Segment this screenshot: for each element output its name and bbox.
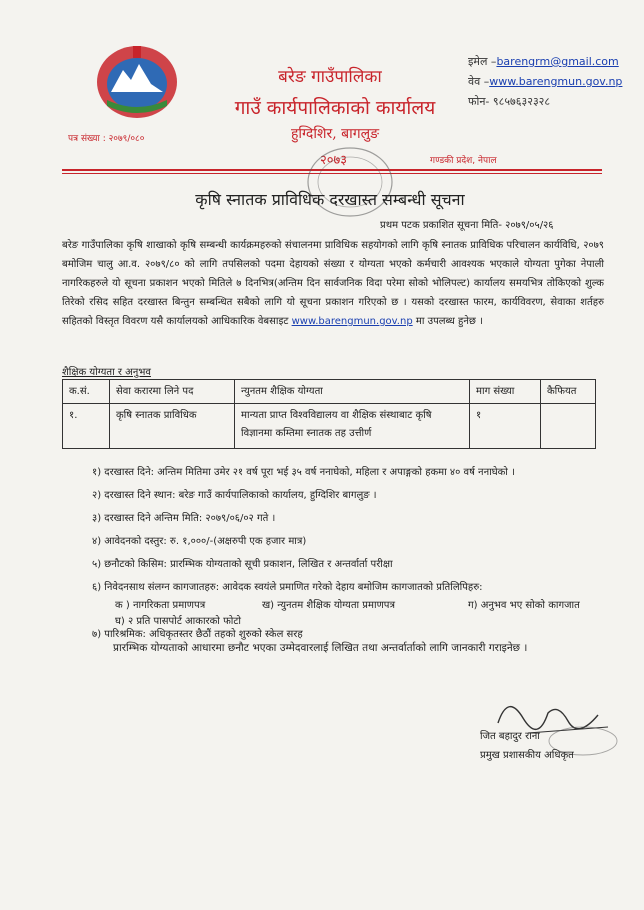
email-link[interactable]: barengrm@gmail.com (496, 55, 619, 68)
office-location: हुग्दिशिर, बागलुङ (290, 126, 380, 142)
condition-salary: ७) पारिश्रमिक: अधिकृतस्तर छैठौं तहको शुरुको स्केल सरह (92, 629, 303, 640)
doc-citizenship: क ) नागरिकता प्रमाणपत्र (115, 600, 206, 611)
notice-body-text: बरेङ गाउँपालिका कृषि शाखाको कृषि सम्बन्धी कार्यक्रमहरुको संचालनमा प्राविधिक सहयोगको लागि कृषि स्नातक प्राविधिक परिचालन कार्यविधि, २०७९ बमोजिम चालु आ.व. २०७९/८० को लागि तपसिलको पदमा देहायको संख्या र योग्यता भएको कर्मचारी आवश्यक भएकाले योग्यता पुगेका नेपाली नागरिकहरुले यो सूचना प्रकाशन भएको मितिले ७ दिनभित्र(अन्तिम दिन सार्वजनिक विदा परेमा सोको भोलिपल्ट) कार्यालय समयभित्र तोकिएको शुल्क तिरेको रसिद सहित दरखास्त बिन्तुन सम्बन्धित सबैको लागि यो सूचना प्रकाशन गरिएको छ । यसको दरखास्त फारम, कार्यविवरण, सेवाका शर्तहरु सहितको विस्तृत विवरण यसै कार्यालयको आधिकारिक वेबसाइट (62, 240, 604, 327)
col-serial: क.सं. (63, 380, 110, 404)
cell-remarks (541, 404, 596, 449)
qualification-table (62, 379, 596, 449)
municipality-name: बरेङ गाउँपालिका (278, 67, 382, 87)
cell-post: कृषि स्नातक प्राविधिक (110, 404, 235, 449)
web-line (468, 74, 622, 89)
email-line (468, 54, 619, 69)
body-website-link[interactable]: www.barengmun.gov.np (291, 316, 413, 327)
email-label: इमेल – (468, 55, 497, 68)
condition-deadline: ३) दरखास्त दिने अन्तिम मिति: २०७९/०६/०२ गते । (92, 513, 276, 524)
condition-age: १) दरखास्त दिने: अन्तिम मितिमा उमेर २१ वर्ष पूरा भई ३५ वर्ष ननाघेको, महिला र अपाङ्गको हकमा ४० वर्ष ननाघेको । (92, 467, 515, 478)
condition-selection: ५) छनौटको किसिम: प्रारम्भिक योग्यताको सूची प्रकाशन, लिखित र अन्तर्वार्ता परीक्षा (92, 559, 393, 570)
qualification-heading: शैक्षिक योग्यता र अनुभव (62, 367, 151, 378)
table-header-row (63, 380, 596, 404)
province-name: गण्डकी प्रदेश, नेपाल (430, 156, 497, 166)
year-mark: २०७३ (320, 153, 348, 168)
cell-qualification: मान्यता प्राप्त विश्वविद्यालय वा शैक्षिक संस्थाबाट कृषि विज्ञानमा कम्तिमा स्नातक तह उत्तीर्ण (235, 404, 470, 449)
website-link[interactable]: www.barengmun.gov.np (489, 75, 623, 88)
final-note: प्रारम्भिक योग्यताको आधारमा छनौट भएका उम्मेदवारलाई लिखित तथा अन्तर्वार्ताको लागि जानकारी गराइनेछ । (113, 642, 528, 654)
cell-demand: १ (470, 404, 541, 449)
notice-title: कृषि स्नातक प्राविधिक दरखास्त सम्बन्धी सूचना (195, 190, 465, 209)
phone-line: फोन- ९८५७६३२३२८ (468, 95, 551, 108)
office-name: गाउँ कार्यपालिकाको कार्यालय (234, 97, 436, 119)
col-qualification: न्युनतम शैक्षिक योग्यता (235, 380, 470, 404)
col-remarks: कैफियत (541, 380, 596, 404)
signatory-name: जित बहादुर राना (480, 731, 540, 742)
col-post: सेवा करारमा लिने पद (110, 380, 235, 404)
table-row (63, 404, 596, 449)
web-label: वेव – (468, 75, 490, 88)
col-demand: माग संख्या (470, 380, 541, 404)
signatory-title: प्रमुख प्रशासकीय अधिकृत (480, 750, 574, 761)
condition-fee: ४) आवेदनको दस्तुर: रु. १,०००/-(अक्षरुपी एक हजार मात्र) (92, 536, 307, 547)
office-stamp-icon (300, 142, 400, 222)
doc-photo: घ) २ प्रति पासपोर्ट आकारको फोटो (115, 616, 242, 627)
notice-body-tail: मा उपलब्ध हुनेछ । (415, 316, 483, 327)
doc-education: ख) न्युनतम शैक्षिक योग्यता प्रमाणपत्र (262, 600, 395, 611)
condition-place: २) दरखास्त दिने स्थान: बरेङ गाउँ कार्यपालिकाको कार्यालय, हुग्दिशिर बागलुङ । (92, 490, 377, 501)
cell-serial: १. (63, 404, 110, 449)
reference-number: पत्र संख्या : २०७९/०८० (68, 134, 145, 144)
publication-date: प्रथम पटक प्रकाशित सूचना मिति- २०७९/०५/२६ (380, 220, 554, 231)
condition-documents: ६) निवेदनसाथ संलग्न कागजातहरु: आवेदक स्वयंले प्रमाणित गरेको देहाय बमोजिम कागजातको प्रतिलिपिहरु: (92, 582, 483, 593)
nepal-emblem-icon (93, 40, 181, 120)
notice-body (62, 236, 604, 331)
doc-experience: ग) अनुभव भए सोको कागजात (468, 600, 580, 611)
